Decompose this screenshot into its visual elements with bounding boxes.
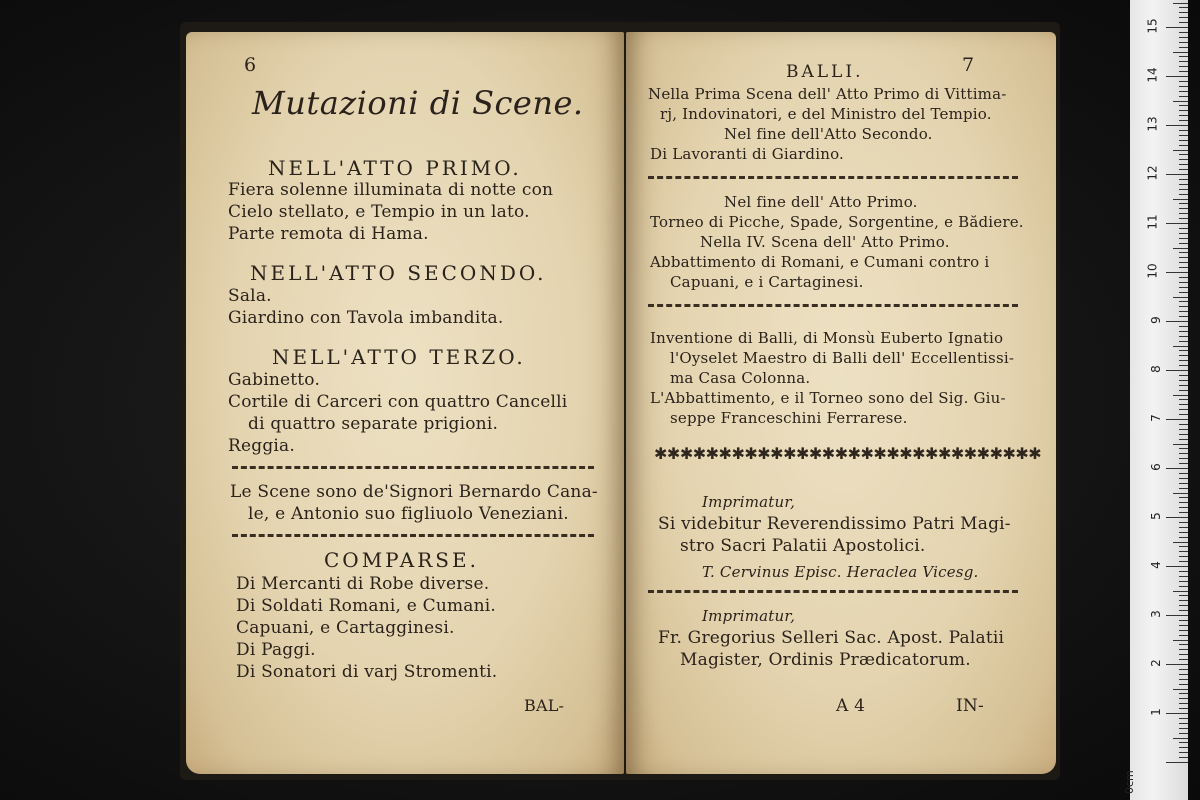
ornamental-rule xyxy=(648,590,1018,593)
text-line: Nel fine dell' Atto Primo. xyxy=(724,193,918,211)
ruler-tick xyxy=(1179,203,1188,204)
ruler-tick xyxy=(1179,630,1188,631)
ruler-tick xyxy=(1179,556,1188,557)
ruler-tick xyxy=(1173,199,1188,200)
ruler-tick xyxy=(1179,512,1188,513)
ruler-tick xyxy=(1179,208,1188,209)
ruler-number: 14 xyxy=(1145,67,1160,83)
ruler-tick xyxy=(1166,517,1188,518)
ruler-number: 3 xyxy=(1149,610,1164,618)
ruler-tick xyxy=(1179,336,1188,337)
ruler-tick xyxy=(1173,248,1188,249)
ruler-tick xyxy=(1179,728,1188,729)
ruler-tick xyxy=(1179,287,1188,288)
ruler-tick xyxy=(1179,164,1188,165)
ruler-tick xyxy=(1179,159,1188,160)
ruler-tick xyxy=(1179,61,1188,62)
ruler-tick xyxy=(1179,703,1188,704)
ruler-tick xyxy=(1179,478,1188,479)
ruler-tick xyxy=(1179,380,1188,381)
text-line: l'Oyselet Maestro di Balli dell' Eccellentissi- xyxy=(670,349,1015,367)
ruler-tick xyxy=(1179,532,1188,533)
page-title: Mutazioni di Scene. xyxy=(252,84,584,122)
ruler-tick xyxy=(1173,542,1188,543)
ruler-tick xyxy=(1166,664,1188,665)
text-line: ma Casa Colonna. xyxy=(670,369,811,387)
ruler-tick xyxy=(1166,468,1188,469)
ruler-tick xyxy=(1179,551,1188,552)
ruler-tick xyxy=(1179,12,1188,13)
ruler-tick xyxy=(1179,17,1188,18)
ruler-tick xyxy=(1179,571,1188,572)
ruler-tick xyxy=(1179,301,1188,302)
ruler-tick xyxy=(1179,130,1188,131)
ruler-tick xyxy=(1166,566,1188,567)
ruler-tick xyxy=(1179,22,1188,23)
ruler-number: 7 xyxy=(1149,414,1164,422)
catchword-left: BAL- xyxy=(524,696,565,715)
ruler-tick xyxy=(1179,282,1188,283)
ruler-tick xyxy=(1179,458,1188,459)
ruler-tick xyxy=(1166,370,1188,371)
imprimatur-label: Imprimatur, xyxy=(702,493,796,511)
ruler-tick xyxy=(1179,747,1188,748)
ruler-number: 9 xyxy=(1149,316,1164,324)
ruler-unit-label: 0cm xyxy=(1123,770,1136,794)
ruler-tick xyxy=(1179,522,1188,523)
signature-mark: A 4 xyxy=(836,696,866,716)
ruler-tick xyxy=(1179,213,1188,214)
text-line: Di Lavoranti di Giardino. xyxy=(650,145,845,163)
ruler-tick xyxy=(1179,586,1188,587)
ruler-tick xyxy=(1179,341,1188,342)
ruler-tick xyxy=(1179,434,1188,435)
ruler-tick xyxy=(1179,306,1188,307)
text-line: Di Mercanti di Robe diverse. xyxy=(236,574,490,594)
heading-comparse: COMPARSE. xyxy=(324,548,479,572)
ruler-tick xyxy=(1179,463,1188,464)
ruler-tick xyxy=(1179,292,1188,293)
ruler-number: 1 xyxy=(1149,708,1164,716)
ruler-tick xyxy=(1179,81,1188,82)
text-line: Cielo stellato, e Tempio in un lato. xyxy=(228,202,530,222)
signature-line: T. Cervinus Episc. Heraclea Vicesg. xyxy=(702,563,979,581)
ruler-tick xyxy=(1179,600,1188,601)
text-line: Le Scene sono de'Signori Bernardo Cana- xyxy=(230,482,598,502)
ruler-tick xyxy=(1173,346,1188,347)
ruler-tick xyxy=(1179,385,1188,386)
ruler-tick xyxy=(1179,115,1188,116)
page-number-right: 7 xyxy=(962,54,975,76)
ruler-tick xyxy=(1179,610,1188,611)
ruler-tick xyxy=(1179,32,1188,33)
heading-atto-secondo: NELL'ATTO SECONDO. xyxy=(250,261,547,285)
ruler-tick xyxy=(1179,355,1188,356)
ruler-tick xyxy=(1179,252,1188,253)
ruler-tick xyxy=(1179,733,1188,734)
ruler-tick xyxy=(1179,409,1188,410)
ruler-tick xyxy=(1179,576,1188,577)
text-line: Nella IV. Scena dell' Atto Primo. xyxy=(700,233,950,251)
ruler-tick xyxy=(1179,47,1188,48)
ruler-tick xyxy=(1179,105,1188,106)
ruler-tick xyxy=(1166,713,1188,714)
ruler-tick xyxy=(1179,537,1188,538)
ruler-tick xyxy=(1179,37,1188,38)
ruler-tick xyxy=(1179,86,1188,87)
heading-atto-terzo: NELL'ATTO TERZO. xyxy=(272,345,526,369)
text-line: seppe Franceschini Ferrarese. xyxy=(670,409,908,427)
ruler-tick xyxy=(1179,488,1188,489)
text-line: Fr. Gregorius Selleri Sac. Apost. Palatii xyxy=(658,628,1005,648)
ruler-tick xyxy=(1179,546,1188,547)
ruler-tick xyxy=(1173,493,1188,494)
ruler-number: 12 xyxy=(1145,165,1160,181)
ruler-number: 10 xyxy=(1145,263,1160,279)
ruler-tick xyxy=(1166,27,1188,28)
text-line: Fiera solenne illuminata di notte con xyxy=(228,180,554,200)
ornamental-rule xyxy=(232,534,594,537)
ruler-tick xyxy=(1179,257,1188,258)
ruler-tick xyxy=(1179,189,1188,190)
text-line: Abbattimento di Romani, e Cumani contro i xyxy=(650,253,990,271)
book-spread xyxy=(180,22,1060,780)
text-line: Di Soldati Romani, e Cumani. xyxy=(236,596,497,616)
ruler-tick xyxy=(1179,723,1188,724)
ruler-tick xyxy=(1179,605,1188,606)
ruler-tick xyxy=(1179,135,1188,136)
ruler-tick xyxy=(1179,424,1188,425)
ruler-tick xyxy=(1179,194,1188,195)
ruler-number: 13 xyxy=(1145,116,1160,132)
ruler-tick xyxy=(1179,635,1188,636)
ruler-tick xyxy=(1179,350,1188,351)
ruler-tick xyxy=(1166,76,1188,77)
ruler-tick xyxy=(1166,762,1188,763)
text-line: stro Sacri Palatii Apostolici. xyxy=(680,536,926,556)
ruler-tick xyxy=(1179,218,1188,219)
ruler-tick xyxy=(1179,561,1188,562)
ruler-tick xyxy=(1179,679,1188,680)
ruler-tick xyxy=(1179,404,1188,405)
ruler-number: 4 xyxy=(1149,561,1164,569)
ruler-tick xyxy=(1179,365,1188,366)
left-page xyxy=(186,32,624,774)
ruler-tick xyxy=(1173,395,1188,396)
ruler-tick xyxy=(1179,243,1188,244)
ruler-tick xyxy=(1179,326,1188,327)
ruler-tick xyxy=(1179,169,1188,170)
ruler-tick xyxy=(1179,233,1188,234)
ruler-tick xyxy=(1179,375,1188,376)
ruler-tick xyxy=(1179,742,1188,743)
text-line: Inventione di Balli, di Monsù Euberto Ignatio xyxy=(650,329,1004,347)
ruler-tick xyxy=(1179,752,1188,753)
text-line: Reggia. xyxy=(228,436,296,456)
ruler-tick xyxy=(1179,91,1188,92)
text-line: Gabinetto. xyxy=(228,370,321,390)
text-line: Nella Prima Scena dell' Atto Primo di Vittima- xyxy=(648,85,1007,103)
ruler-tick xyxy=(1179,757,1188,758)
text-line: Si videbitur Reverendissimo Patri Magi- xyxy=(658,514,1011,534)
ruler-tick xyxy=(1173,738,1188,739)
ruler-tick xyxy=(1166,321,1188,322)
ruler-tick xyxy=(1179,581,1188,582)
ruler-tick xyxy=(1179,390,1188,391)
ruler-number: 15 xyxy=(1145,18,1160,34)
right-page xyxy=(626,32,1056,774)
text-line: Capuani, e Cartagginesi. xyxy=(236,618,455,638)
ruler-tick xyxy=(1179,228,1188,229)
ruler-tick xyxy=(1179,238,1188,239)
ruler-tick xyxy=(1179,110,1188,111)
ruler-tick xyxy=(1179,56,1188,57)
ruler-tick xyxy=(1179,708,1188,709)
star-ornament-row: ✱✱✱✱✱✱✱✱✱✱✱✱✱✱✱✱✱✱✱✱✱✱✱✱✱✱✱✱✱✱ xyxy=(654,444,1042,463)
ruler-tick xyxy=(1179,507,1188,508)
ruler-tick xyxy=(1179,262,1188,263)
ruler-tick xyxy=(1179,527,1188,528)
ruler-tick xyxy=(1166,174,1188,175)
ruler-tick xyxy=(1179,674,1188,675)
imprimatur-label: Imprimatur, xyxy=(702,607,796,625)
ruler-tick xyxy=(1166,272,1188,273)
ruler-tick xyxy=(1173,689,1188,690)
ornamental-rule xyxy=(648,176,1018,179)
ruler-tick xyxy=(1179,497,1188,498)
ruler-tick xyxy=(1179,184,1188,185)
ruler-number: 8 xyxy=(1149,365,1164,373)
ruler-tick xyxy=(1173,150,1188,151)
text-line: le, e Antonio suo figliuolo Veneziani. xyxy=(248,504,569,524)
ruler-tick xyxy=(1173,101,1188,102)
ruler-tick xyxy=(1179,473,1188,474)
ornamental-rule xyxy=(648,304,1018,307)
ruler-tick xyxy=(1179,96,1188,97)
text-line: L'Abbattimento, e il Torneo sono del Sig. Giu- xyxy=(650,389,1006,407)
text-line: Magister, Ordinis Prædicatorum. xyxy=(680,650,971,670)
ruler-tick xyxy=(1179,654,1188,655)
ruler-tick xyxy=(1179,448,1188,449)
ruler-tick xyxy=(1166,615,1188,616)
text-line: rj, Indovinatori, e del Ministro del Tempio. xyxy=(660,105,992,123)
ruler-tick xyxy=(1179,698,1188,699)
ruler-tick xyxy=(1179,620,1188,621)
ruler-tick xyxy=(1173,444,1188,445)
ruler-tick xyxy=(1179,644,1188,645)
ruler-tick xyxy=(1179,399,1188,400)
ruler-tick xyxy=(1179,316,1188,317)
ruler-tick xyxy=(1173,52,1188,53)
ruler-tick xyxy=(1173,640,1188,641)
ruler-tick xyxy=(1179,120,1188,121)
ruler-tick xyxy=(1179,659,1188,660)
text-line: di quattro separate prigioni. xyxy=(248,414,499,434)
ruler-tick xyxy=(1179,649,1188,650)
catchword-right: IN- xyxy=(956,696,984,716)
heading-atto-primo: NELL'ATTO PRIMO. xyxy=(268,156,522,180)
ruler-tick xyxy=(1179,277,1188,278)
ruler-tick xyxy=(1179,684,1188,685)
ruler-tick xyxy=(1166,223,1188,224)
ornamental-rule xyxy=(232,466,594,469)
ruler-number: 5 xyxy=(1149,512,1164,520)
text-line: Torneo di Picche, Spade, Sorgentine, e Bădiere. xyxy=(650,213,1024,231)
text-line: Capuani, e i Cartaginesi. xyxy=(670,273,864,291)
ruler-tick xyxy=(1179,360,1188,361)
ruler-tick xyxy=(1179,71,1188,72)
text-line: Sala. xyxy=(228,286,272,306)
text-line: Cortile di Carceri con quattro Cancelli xyxy=(228,392,568,412)
ruler-tick xyxy=(1179,154,1188,155)
ruler-tick xyxy=(1173,297,1188,298)
ruler-number: 2 xyxy=(1149,659,1164,667)
ruler-tick xyxy=(1173,3,1188,4)
heading-balli: BALLI. xyxy=(786,62,864,82)
ruler-tick xyxy=(1179,693,1188,694)
ruler-tick xyxy=(1179,414,1188,415)
text-line: Parte remota di Hama. xyxy=(228,224,429,244)
ruler-tick xyxy=(1179,429,1188,430)
ruler-tick xyxy=(1179,7,1188,8)
ruler-tick xyxy=(1179,66,1188,67)
page-number-left: 6 xyxy=(244,54,257,76)
ruler-tick xyxy=(1179,267,1188,268)
ruler-tick xyxy=(1179,42,1188,43)
ruler-tick xyxy=(1179,718,1188,719)
ruler-tick xyxy=(1179,502,1188,503)
ruler-tick xyxy=(1179,331,1188,332)
ruler-tick xyxy=(1179,311,1188,312)
text-line: Giardino con Tavola imbandita. xyxy=(228,308,504,328)
text-line: Di Sonatori di varj Stromenti. xyxy=(236,662,498,682)
ruler-tick xyxy=(1179,453,1188,454)
ruler-number: 6 xyxy=(1149,463,1164,471)
text-line: Nel fine dell'Atto Secondo. xyxy=(724,125,933,143)
ruler-tick xyxy=(1179,439,1188,440)
ruler-number: 11 xyxy=(1145,214,1160,230)
text-line: Di Paggi. xyxy=(236,640,316,660)
ruler-tick xyxy=(1179,669,1188,670)
ruler-tick xyxy=(1166,419,1188,420)
ruler-tick xyxy=(1166,125,1188,126)
ruler-tick xyxy=(1179,595,1188,596)
ruler-tick xyxy=(1173,591,1188,592)
ruler-tick xyxy=(1179,140,1188,141)
ruler-tick xyxy=(1179,145,1188,146)
measuring-ruler xyxy=(1123,0,1188,800)
ruler-tick xyxy=(1179,483,1188,484)
ruler-tick xyxy=(1179,625,1188,626)
ruler-tick xyxy=(1179,179,1188,180)
